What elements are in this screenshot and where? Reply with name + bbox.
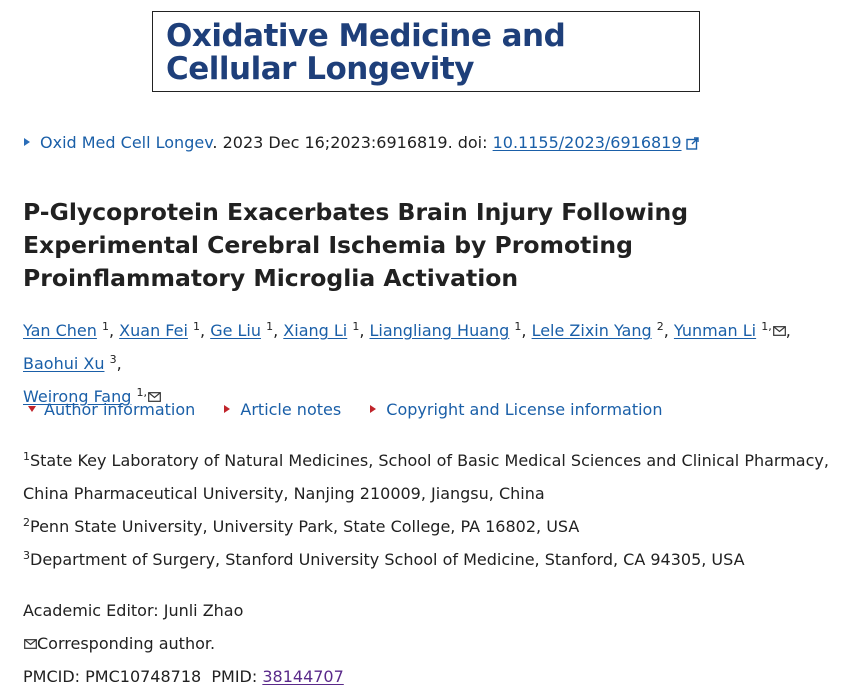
affiliation-number: 1	[23, 450, 30, 463]
author-affil-sup: 1	[352, 320, 360, 333]
author-link[interactable]: Baohui Xu	[23, 354, 105, 373]
pmid-link[interactable]: 38144707	[262, 667, 344, 686]
author-item: Yunman Li $^{1,}$ ,	[674, 321, 791, 340]
author-affil-sup: 1	[102, 320, 109, 333]
article-notes	[23, 594, 344, 693]
author-affil-sup: 1	[193, 320, 201, 333]
affiliation-item	[23, 510, 833, 543]
author-affil-sup: 1	[266, 320, 274, 333]
article-title: P-Glycoprotein Exacerbates Brain Injury Following Experimental Cerebral Ischemia by Promoting Proinflammatory Microglia Activation	[23, 198, 689, 292]
article-notes-toggle[interactable]	[224, 400, 341, 420]
author-link[interactable]: Ge Liu	[210, 321, 262, 340]
corresponding-note	[23, 627, 344, 660]
academic-editor: Academic Editor: Junli Zhao	[23, 601, 244, 620]
expand-triangle-icon[interactable]	[24, 138, 30, 146]
copyright-label: Copyright and License information	[386, 400, 663, 419]
author-item: Lele Zixin Yang $^2$,	[531, 320, 674, 340]
author-item: Baohui Xu $^3$,	[23, 353, 122, 373]
author-item: Xuan Fei $^1$,	[119, 320, 211, 340]
author-affil-sup: 3	[109, 353, 117, 366]
author-link[interactable]: Weirong Fang	[23, 387, 132, 406]
journal-banner-line2: Cellular Longevity	[166, 51, 474, 87]
affiliation-text: State Key Laboratory of Natural Medicines, School of Basic Medical Sciences and Clinical Pharmacy, China Pharmaceutical University, Nanjing 210009, Jiangsu, China	[23, 451, 829, 503]
article-ids	[23, 660, 344, 693]
collapsed-triangle-icon	[370, 405, 376, 413]
info-links-bar	[28, 400, 686, 420]
author-item: Ge Liu $^1$,	[210, 320, 284, 340]
citation-details: . 2023 Dec 16;2023:6916819. doi:	[212, 133, 493, 152]
envelope-icon	[773, 314, 786, 347]
author-link[interactable]: Xiang Li	[283, 321, 348, 340]
pmcid: PMCID: PMC10748718	[23, 667, 202, 686]
affiliation-text: Department of Surgery, Stanford University School of Medicine, Stanford, CA 94305, USA	[30, 550, 745, 569]
author-affil-sup: 1,	[761, 320, 772, 333]
author-link[interactable]: Liangliang Huang	[369, 321, 510, 340]
author-affil-sup: 2	[656, 320, 664, 333]
affiliation-text: Penn State University, University Park, State College, PA 16802, USA	[30, 517, 580, 536]
envelope-icon	[24, 627, 37, 660]
author-information-label: Author information	[44, 400, 196, 419]
affiliation-number: 2	[23, 516, 30, 529]
author-link[interactable]: Yan Chen	[23, 321, 97, 340]
author-item: Liangliang Huang $^1$,	[369, 320, 532, 340]
corresponding-note-text: Corresponding author.	[37, 634, 216, 653]
copyright-toggle[interactable]	[370, 400, 662, 420]
author-affil-sup: 1	[514, 320, 522, 333]
affiliation-number: 3	[23, 549, 30, 562]
journal-abbrev-link[interactable]: Oxid Med Cell Longev	[40, 133, 213, 152]
journal-banner-line1: Oxidative Medicine and	[166, 18, 566, 54]
citation-line	[24, 133, 699, 155]
pmid-label: PMID:	[211, 667, 263, 686]
author-information-toggle[interactable]	[28, 400, 195, 420]
external-link-icon[interactable]	[686, 135, 699, 155]
affiliation-item	[23, 543, 833, 576]
author-link[interactable]: Lele Zixin Yang	[531, 321, 652, 340]
author-affil-sup: 1,	[136, 386, 147, 399]
journal-banner[interactable]	[152, 11, 700, 92]
author-item: Yan Chen $^1$,	[23, 320, 120, 340]
author-list	[23, 314, 838, 413]
collapsed-triangle-icon	[224, 405, 230, 413]
affiliation-item	[23, 444, 833, 510]
author-link[interactable]: Yunman Li	[673, 321, 757, 340]
article-notes-label: Article notes	[240, 400, 342, 419]
affiliations	[23, 444, 833, 576]
author-link[interactable]: Xuan Fei	[119, 321, 188, 340]
doi-link[interactable]: 10.1155/2023/6916819	[492, 133, 682, 152]
expanded-triangle-icon	[28, 406, 36, 412]
author-item: Xiang Li $^1$,	[283, 320, 370, 340]
